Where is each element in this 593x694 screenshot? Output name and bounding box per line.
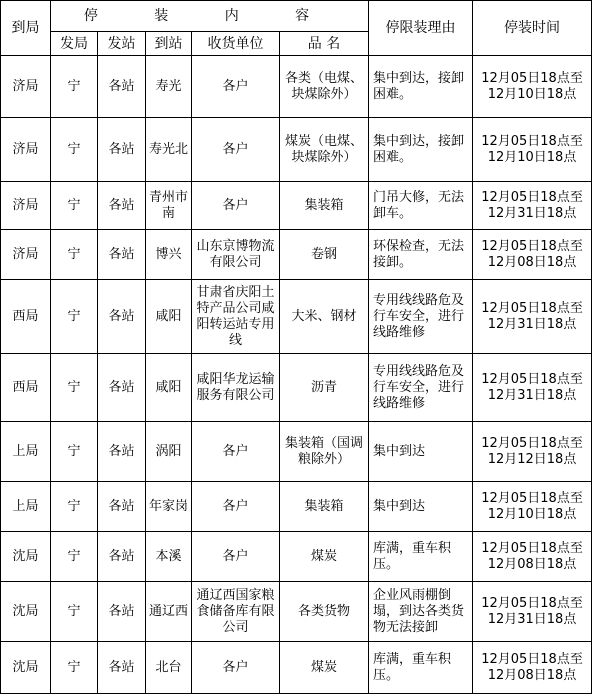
header-origin-station: 发站 — [98, 32, 146, 56]
cell-reason: 集中到达 — [369, 482, 473, 532]
cell-origin-station: 各站 — [98, 582, 146, 642]
table-row — [1, 532, 592, 582]
cell-commodity: 集装箱 — [280, 182, 369, 230]
header-consignee: 收货单位 — [192, 32, 280, 56]
table-row — [1, 118, 592, 182]
cell-dest-bureau: 上局 — [1, 422, 51, 482]
cell-dest-bureau: 沈局 — [1, 532, 51, 582]
cell-commodity: 煤炭 — [280, 532, 369, 582]
cell-origin-bureau: 宁 — [51, 230, 98, 280]
cell-commodity: 集装箱 — [280, 482, 369, 532]
cell-consignee: 各户 — [192, 482, 280, 532]
cell-commodity: 集装箱（国调粮除外） — [280, 422, 369, 482]
cell-commodity: 大米、钢材 — [280, 280, 369, 354]
cell-origin-bureau: 宁 — [51, 118, 98, 182]
cell-dest-station: 咸阳 — [146, 354, 192, 422]
header-row-1 — [1, 1, 592, 32]
table-row — [1, 182, 592, 230]
header-dest-station: 到站 — [146, 32, 192, 56]
cell-consignee: 咸阳华龙运输服务有限公司 — [192, 354, 280, 422]
cell-origin-bureau: 宁 — [51, 182, 98, 230]
cell-dest-bureau: 济局 — [1, 230, 51, 280]
cell-origin-bureau: 宁 — [51, 280, 98, 354]
cell-consignee: 各户 — [192, 56, 280, 118]
cell-time: 12月05日18点至12月12日18点 — [473, 422, 592, 482]
cell-origin-bureau: 宁 — [51, 354, 98, 422]
cell-dest-bureau: 上局 — [1, 482, 51, 532]
cell-reason: 专用线线路危及行车安全，进行线路维修 — [369, 354, 473, 422]
cell-reason: 库满，重车积压。 — [369, 642, 473, 694]
cell-dest-bureau: 济局 — [1, 182, 51, 230]
cell-dest-station: 咸阳 — [146, 280, 192, 354]
cell-dest-station: 青州市南 — [146, 182, 192, 230]
cell-reason: 集中到达，接卸困难。 — [369, 118, 473, 182]
header-origin-bureau: 发局 — [51, 32, 98, 56]
cell-dest-station: 博兴 — [146, 230, 192, 280]
cell-time: 12月05日18点至12月31日18点 — [473, 354, 592, 422]
cell-dest-station: 本溪 — [146, 532, 192, 582]
cell-reason: 库满，重车积压。 — [369, 532, 473, 582]
cell-time: 12月05日18点至12月08日18点 — [473, 230, 592, 280]
table-row — [1, 230, 592, 280]
cell-consignee: 各户 — [192, 182, 280, 230]
cell-time: 12月05日18点至12月08日18点 — [473, 532, 592, 582]
cell-origin-station: 各站 — [98, 230, 146, 280]
cell-dest-bureau: 沈局 — [1, 642, 51, 694]
cell-dest-station: 涡阳 — [146, 422, 192, 482]
header-dest-bureau: 到局 — [1, 1, 51, 56]
cell-consignee: 通辽西国家粮食储备库有限公司 — [192, 582, 280, 642]
cell-reason: 集中到达，接卸困难。 — [369, 56, 473, 118]
cell-dest-bureau: 西局 — [1, 354, 51, 422]
cell-origin-bureau: 宁 — [51, 482, 98, 532]
cell-consignee: 各户 — [192, 642, 280, 694]
cell-dest-bureau: 济局 — [1, 118, 51, 182]
cell-dest-station: 寿光北 — [146, 118, 192, 182]
cell-reason: 企业风雨棚倒塌，到达各类货物无法接卸 — [369, 582, 473, 642]
cell-origin-bureau: 宁 — [51, 582, 98, 642]
cell-reason: 门吊大修，无法卸车。 — [369, 182, 473, 230]
cell-origin-bureau: 宁 — [51, 532, 98, 582]
cell-consignee: 山东京博物流有限公司 — [192, 230, 280, 280]
cell-origin-bureau: 宁 — [51, 642, 98, 694]
cell-time: 12月05日18点至12月31日18点 — [473, 582, 592, 642]
cell-dest-station: 北台 — [146, 642, 192, 694]
cell-commodity: 各类货物 — [280, 582, 369, 642]
table-row — [1, 56, 592, 118]
cell-consignee: 各户 — [192, 422, 280, 482]
table-row — [1, 482, 592, 532]
cell-commodity: 各类（电煤、块煤除外） — [280, 56, 369, 118]
table-row — [1, 354, 592, 422]
cell-origin-station: 各站 — [98, 280, 146, 354]
cell-commodity: 沥青 — [280, 354, 369, 422]
table-row — [1, 280, 592, 354]
cell-reason: 专用线线路危及行车安全，进行线路维修 — [369, 280, 473, 354]
cell-origin-station: 各站 — [98, 182, 146, 230]
header-reason: 停限装理由 — [369, 1, 473, 56]
cell-consignee: 各户 — [192, 118, 280, 182]
cell-origin-station: 各站 — [98, 482, 146, 532]
cell-dest-station: 年家岗 — [146, 482, 192, 532]
table-row — [1, 422, 592, 482]
cell-dest-station: 通辽西 — [146, 582, 192, 642]
cell-origin-station: 各站 — [98, 532, 146, 582]
cell-dest-bureau: 济局 — [1, 56, 51, 118]
cell-reason: 环保检查，无法接卸。 — [369, 230, 473, 280]
cell-consignee: 各户 — [192, 532, 280, 582]
cell-origin-station: 各站 — [98, 56, 146, 118]
cell-origin-station: 各站 — [98, 118, 146, 182]
cell-consignee: 甘肃省庆阳土特产品公司咸阳转运站专用线 — [192, 280, 280, 354]
cell-commodity: 煤炭（电煤、块煤除外） — [280, 118, 369, 182]
cell-origin-station: 各站 — [98, 642, 146, 694]
cell-dest-bureau: 西局 — [1, 280, 51, 354]
cell-dest-bureau: 沈局 — [1, 582, 51, 642]
cell-time: 12月05日18点至12月10日18点 — [473, 56, 592, 118]
cell-origin-bureau: 宁 — [51, 422, 98, 482]
header-suspension-content: 停 装 内 容 — [51, 1, 369, 32]
cell-origin-station: 各站 — [98, 422, 146, 482]
cell-time: 12月05日18点至12月08日18点 — [473, 642, 592, 694]
table-row — [1, 582, 592, 642]
table-row — [1, 642, 592, 694]
cell-dest-station: 寿光 — [146, 56, 192, 118]
cell-origin-bureau: 宁 — [51, 56, 98, 118]
cell-commodity: 煤炭 — [280, 642, 369, 694]
cell-time: 12月05日18点至12月31日18点 — [473, 280, 592, 354]
cell-time: 12月05日18点至12月10日18点 — [473, 118, 592, 182]
cell-origin-station: 各站 — [98, 354, 146, 422]
cell-time: 12月05日18点至12月10日18点 — [473, 482, 592, 532]
header-time: 停装时间 — [473, 1, 592, 56]
cell-commodity: 卷钢 — [280, 230, 369, 280]
cell-time: 12月05日18点至12月31日18点 — [473, 182, 592, 230]
cell-reason: 集中到达 — [369, 422, 473, 482]
header-commodity: 品 名 — [280, 32, 369, 56]
